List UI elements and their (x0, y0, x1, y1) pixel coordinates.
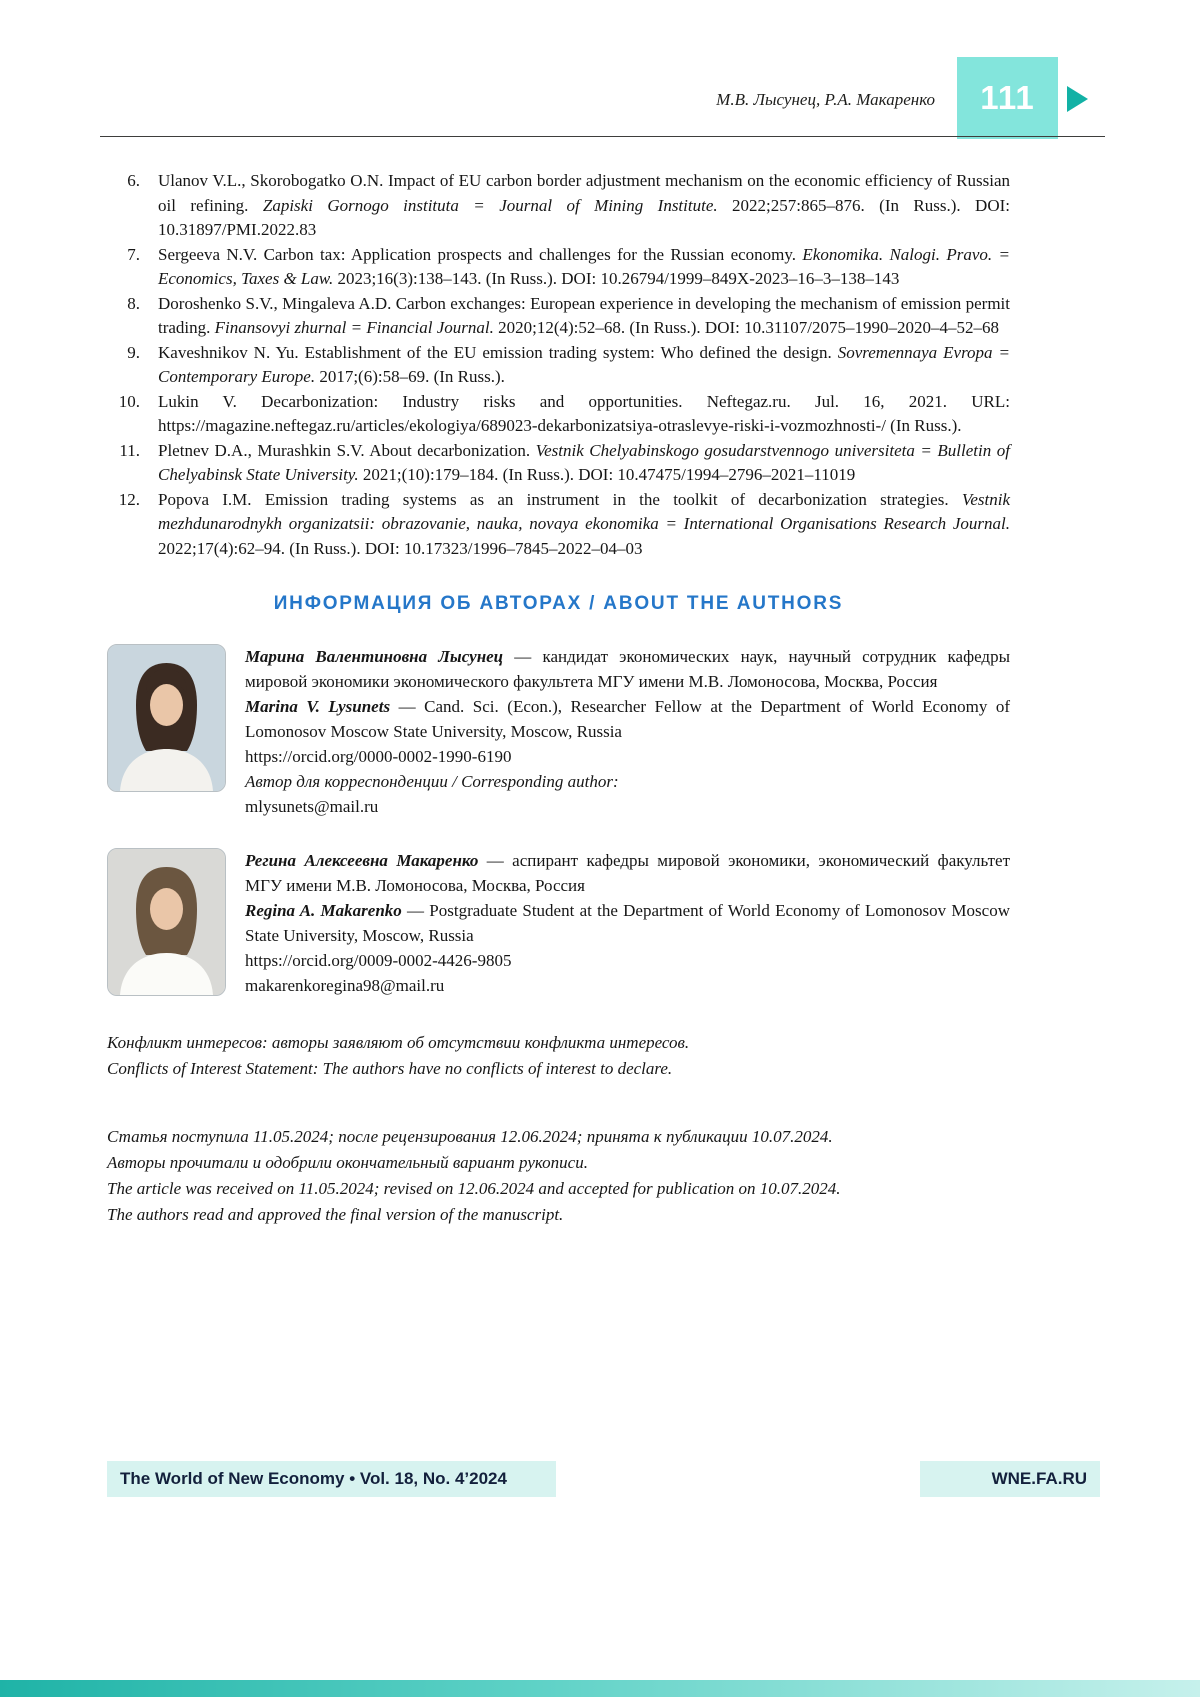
text-segment: Doroshenko S.V., Mingaleva A.D. Carbon exchanges: European experience in developing the mechanism of emission permit trading. (158, 293, 1010, 337)
author-name: Regina A. Makarenko (245, 901, 402, 920)
text-segment: Vestnik Chelyabinskogo gosudarstvennogo universiteta = Bulletin of Chelyabinsk State University. (158, 440, 1010, 484)
author-bio-line (245, 769, 1010, 794)
portrait-photo-image (108, 849, 225, 995)
footer-site-link[interactable]: WNE.FA.RU (920, 1461, 1100, 1497)
dates-line-en-1: The article was received on 11.05.2024; revised on 12.06.2024 and accepted for publication on 10.07.2024. (107, 1179, 841, 1198)
reference-number: 7. (127, 244, 140, 264)
text-segment: — аспирант кафедры мировой экономики, экономический факультет МГУ имени М.В. Ломоносова, Москва, Россия (245, 851, 1010, 895)
reference-number: 9. (127, 342, 140, 362)
reference-text (158, 439, 1010, 488)
about-authors-heading: ИНФОРМАЦИЯ ОБ АВТОРАХ / ABOUT THE AUTHORS (273, 593, 844, 614)
header-divider (100, 136, 1105, 137)
text-segment: Ekonomika. Nalogi. Pravo. = Economics, Taxes & Law. (158, 244, 1010, 288)
orcid-link[interactable] (245, 744, 1010, 769)
page-number: 111 (980, 79, 1035, 116)
reference-item (107, 390, 1010, 439)
author-photo (107, 848, 226, 996)
author-name: Регина Алексеевна Макаренко (245, 851, 479, 870)
author-bio-line (245, 848, 1010, 898)
author-bio-line (245, 694, 1010, 744)
author-bio-line (245, 644, 1010, 694)
text-segment: Pletnev D.A., Murashkin S.V. About decarbonization. (158, 440, 536, 460)
text-segment: Zapiski Gornogo instituta = Journal of Mining Institute. (262, 195, 718, 215)
author-photo (107, 644, 226, 792)
conflict-line-ru: Конфликт интересов: авторы заявляют об отсутствии конфликта интересов. (107, 1033, 690, 1052)
text-segment: Popova I.M. Emission trading systems as an instrument in the toolkit of decarbonization strategies. (158, 489, 962, 509)
text-segment: Finansovyi zhurnal = Financial Journal. (214, 318, 494, 337)
reference-number: 10. (118, 391, 140, 411)
text-segment: mlysunets@mail.ru (245, 797, 379, 816)
text-segment: Автор для корреспонденции / Corresponding author: (245, 772, 619, 791)
dates-line-ru-1: Статья поступила 11.05.2024; после рецензирования 12.06.2024; принята к публикации 10.07.2024. (107, 1127, 833, 1146)
text-segment: 2020;12(4):52–68. (In Russ.). DOI: 10.31107/2075–1990–2020–4–52–68 (493, 318, 999, 337)
reference-item (107, 243, 1010, 292)
conflict-statement (107, 1030, 1010, 1082)
portrait-photo-image (108, 645, 225, 791)
text-segment: https://orcid.org/0009-0002-4426-9805 (245, 951, 512, 970)
dates-line-ru-2: Авторы прочитали и одобрили окончательный вариант рукописи. (107, 1153, 588, 1172)
article-dates (107, 1124, 1010, 1228)
page-content (107, 169, 1010, 1228)
text-segment: Ulanov V.L., Skorobogatko O.N. Impact of EU carbon border adjustment mechanism on the economic efficiency of Russian oil refining. (158, 171, 1010, 215)
references-list (107, 169, 1010, 561)
author-name: Marina V. Lysunets (245, 697, 391, 716)
author-bio (245, 848, 1010, 998)
author-block (107, 848, 1010, 998)
reference-item (107, 169, 1010, 243)
text-segment: — кандидат экономических наук, научный сотрудник кафедры мировой экономики экономического факультета МГУ имени М.В. Ломоносова, Москва, Россия (245, 647, 1010, 691)
reference-number: 8. (127, 293, 140, 313)
reference-text (158, 390, 1010, 439)
running-head-authors: М.В. Лысунец, Р.А. Макаренко (716, 90, 935, 109)
bottom-accent-bar (0, 1680, 1200, 1697)
reference-text (158, 292, 1010, 341)
page-number-box (957, 57, 1058, 139)
reference-item (107, 439, 1010, 488)
text-segment: 2022;257:865–876. (In Russ.). DOI: 10.31897/PMI.2022.83 (158, 195, 1010, 239)
reference-text (158, 488, 1010, 562)
author-bio (245, 644, 1010, 819)
reference-number: 6. (127, 171, 140, 190)
text-segment: Vestnik mezhdunarodnykh organizatsii: obrazovanie, nauka, novaya ekonomika = International Organisations Research Journal. (158, 489, 1010, 533)
reference-number: 11. (119, 440, 140, 460)
page-arrow-icon (1067, 86, 1088, 112)
reference-item (107, 292, 1010, 341)
reference-item (107, 488, 1010, 562)
text-segment: 2017;(6):58–69. (In Russ.). (315, 367, 505, 386)
text-segment: makarenkoregina98@mail.ru (245, 976, 445, 995)
text-segment: 2021;(10):179–184. (In Russ.). DOI: 10.47475/1994–2796–2021–11019 (358, 465, 856, 484)
text-segment: Sergeeva N.V. Carbon tax: Application prospects and challenges for the Russian economy. (158, 244, 803, 264)
email-link[interactable] (245, 973, 1010, 998)
text-segment: 2023;16(3):138–143. (In Russ.). DOI: 10.26794/1999–849X-2023–16–3–138–143 (333, 269, 900, 288)
reference-number: 12. (118, 489, 140, 509)
author-bio-line (245, 898, 1010, 948)
reference-text (158, 169, 1010, 243)
text-segment: 2022;17(4):62–94. (In Russ.). DOI: 10.17323/1996–7845–2022–04–03 (158, 538, 643, 558)
email-link[interactable] (245, 794, 1010, 819)
text-segment: — Cand. Sci. (Econ.), Researcher Fellow at the Department of World Economy of Lomonosov Moscow State University, Moscow, Russia (245, 697, 1011, 741)
conflict-line-en: Conflicts of Interest Statement: The authors have no conflicts of interest to declare. (107, 1059, 673, 1078)
author-block (107, 644, 1010, 819)
dates-line-en-2: The authors read and approved the final version of the manuscript. (107, 1205, 564, 1224)
text-segment: https://orcid.org/0000-0002-1990-6190 (245, 747, 512, 766)
text-segment: — Postgraduate Student at the Department of World Economy of Lomonosov Moscow State University, Moscow, Russia (245, 901, 1010, 945)
reference-text (158, 341, 1010, 390)
text-segment: Sovremennaya Evropa = Contemporary Europe. (158, 342, 1010, 386)
reference-text (158, 243, 1010, 292)
orcid-link[interactable] (245, 948, 1010, 973)
text-segment: Lukin V. Decarbonization: Industry risks and opportunities. Neftegaz.ru. Jul. 16, 2021. URL: https://magazine.neftegaz.ru/articles/ekologiya/689023-dekarbonizatsiya-otraslevye-riski-i-vozmozhnosti-/ (In Russ.). (158, 391, 1010, 435)
author-name: Марина Валентиновна Лысунец (245, 647, 504, 666)
authors-list (107, 644, 1010, 998)
text-segment: Kaveshnikov N. Yu. Establishment of the EU emission trading system: Who defined the design. (158, 342, 838, 362)
footer-journal-info: The World of New Economy • Vol. 18, No. 4’2024 (107, 1461, 556, 1497)
reference-item (107, 341, 1010, 390)
